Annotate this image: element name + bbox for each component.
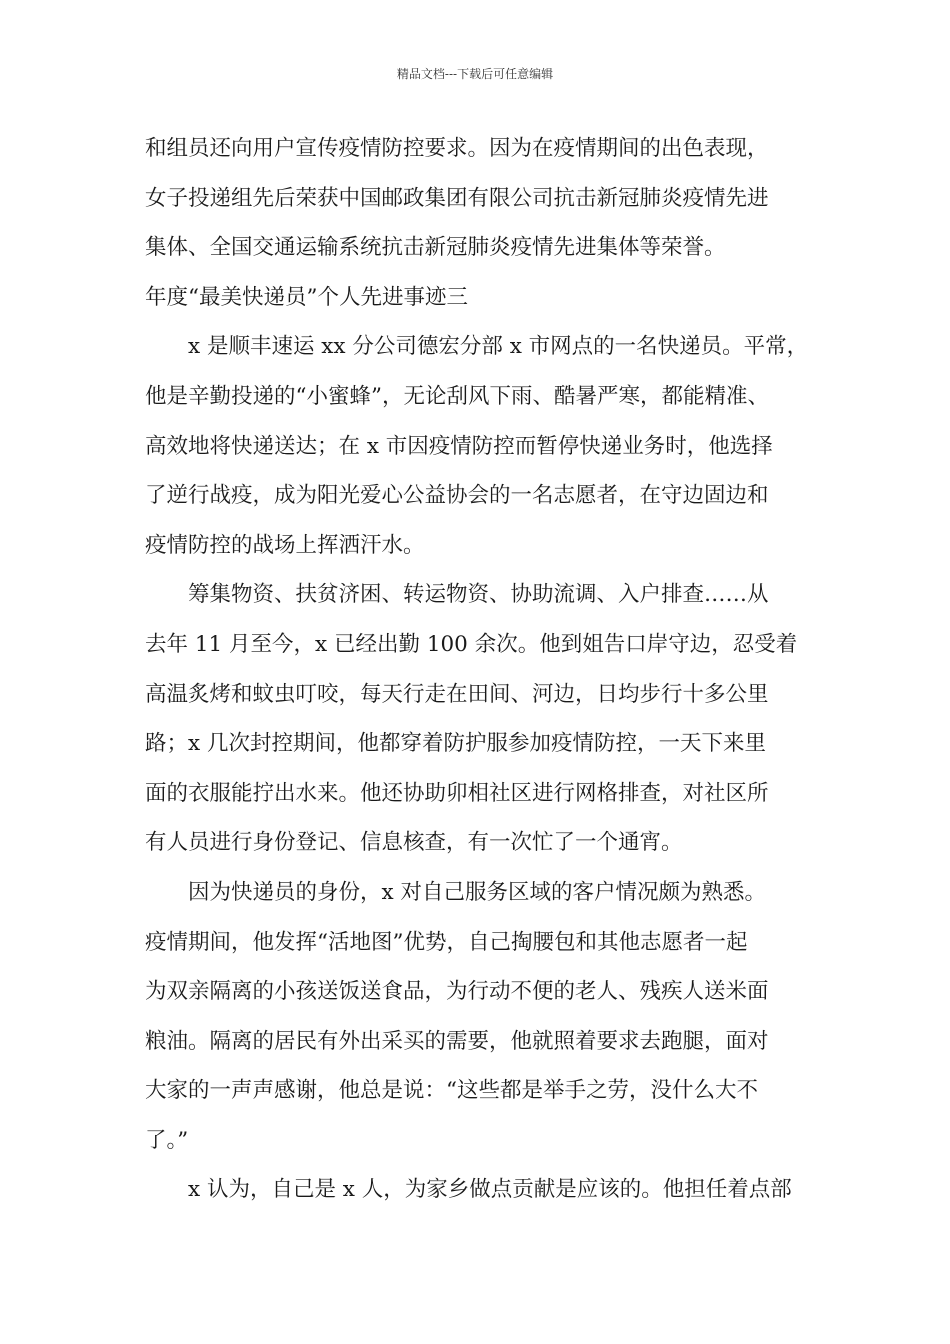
- text-line: 高温炙烤和蚊虫叮咬，每天行走在田间、河边，日均步行十多公里: [145, 681, 769, 707]
- text-line: 为双亲隔离的小孩送饭送食品，为行动不便的老人、残疾人送米面: [145, 979, 769, 1005]
- text-line: 疫情防控的战场上挥洒汗水。: [145, 532, 425, 558]
- text-line: 女子投递组先后荣获中国邮政集团有限公司抗击新冠肺炎疫情先进: [145, 185, 769, 211]
- text-line: 了逆行战疫，成为阳光爱心公益协会的一名志愿者，在守边固边和: [145, 483, 769, 509]
- page-header: 精品文档---下载后可任意编辑: [396, 67, 554, 81]
- text-line: 有人员进行身份登记、信息核查，有一次忙了一个通宵。: [145, 830, 683, 856]
- text-line: 疫情期间，他发挥“活地图”优势，自己掏腰包和其他志愿者一起: [145, 929, 748, 955]
- text-line: 路；x 几次封控期间，他都穿着防护服参加疫情防控，一天下来里: [145, 731, 766, 757]
- paragraph-start-line: 筹集物资、扶贫济困、转运物资、协助流调、入户排查……从: [188, 582, 769, 608]
- text-line: 去年 11 月至今，x 已经出勤 100 余次。他到姐告口岸守边，忍受着: [145, 631, 798, 657]
- paragraph-start-line: x 认为，自己是 x 人，为家乡做点贡献是应该的。他担任着点部: [188, 1177, 792, 1203]
- text-line: 粮油。隔离的居民有外出采买的需要，他就照着要求去跑腿，面对: [145, 1028, 769, 1054]
- paragraph-start-line: x 是顺丰速运 xx 分公司德宏分部 x 市网点的一名快递员。平常，: [188, 334, 809, 360]
- text-line: 他是辛勤投递的“小蜜蜂”，无论刮风下雨、酷暑严寒，都能精准、: [145, 383, 769, 409]
- text-line: 大家的一声声感谢，他总是说：“这些都是举手之劳，没什么大不: [145, 1078, 758, 1104]
- text-line: 集体、全国交通运输系统抗击新冠肺炎疫情先进集体等荣誉。: [145, 235, 726, 261]
- text-line: 高效地将快递送达；在 x 市因疫情防控而暂停快递业务时，他选择: [145, 433, 773, 459]
- paragraph-start-line: 因为快递员的身份，x 对自己服务区域的客户情况颇为熟悉。: [188, 879, 766, 905]
- text-line: 面的衣服能拧出水来。他还协助卯相社区进行网格排查，对社区所: [145, 780, 769, 806]
- text-line: 和组员还向用户宣传疫情防控要求。因为在疫情期间的出色表现，: [145, 136, 769, 161]
- document-body: [145, 124, 810, 1215]
- section-title: 年度“最美快递员”个人先进事迹三: [145, 284, 468, 310]
- text-line: 了。”: [145, 1127, 189, 1153]
